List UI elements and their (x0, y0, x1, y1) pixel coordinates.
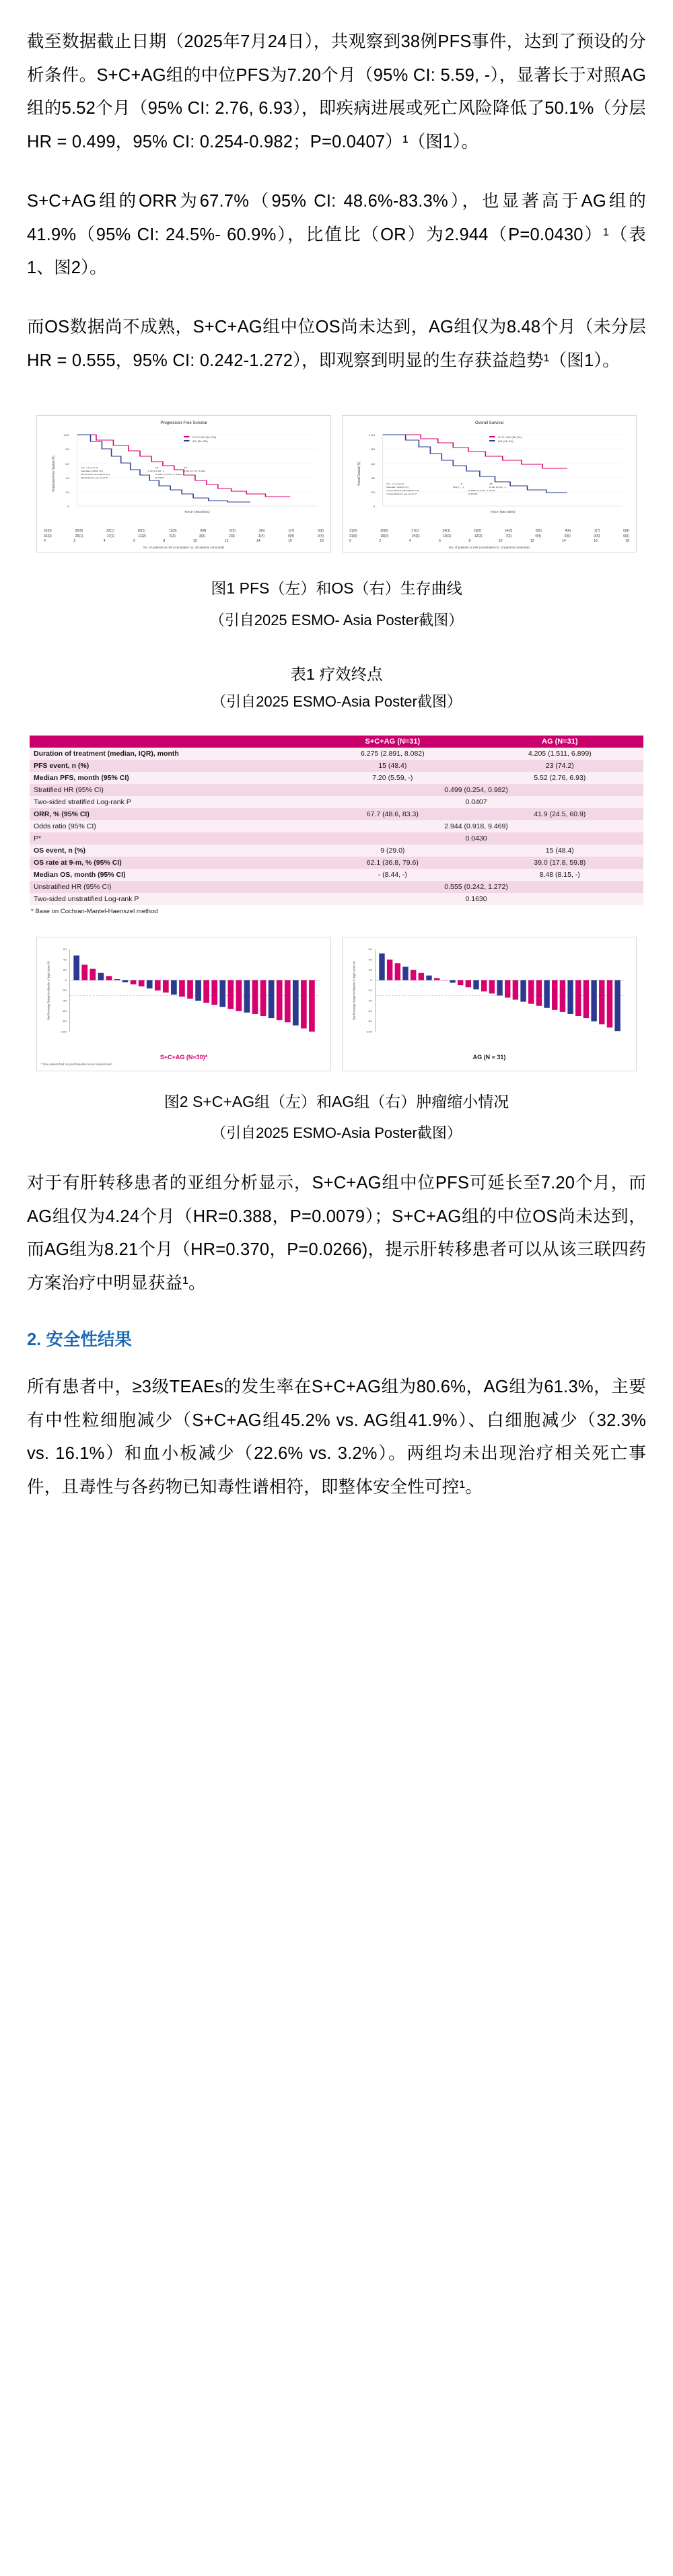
table-cell-label: P* (30, 832, 309, 845)
table-cell-label: Two-sided unstratified Log-rank P (30, 893, 309, 905)
table-row (30, 893, 643, 905)
table-row (30, 784, 643, 796)
table-cell-value-2: 15 (48.4) (476, 845, 643, 857)
figure-2-source: （引自2025 ESMO-Asia Poster截图） (211, 1124, 462, 1142)
waterfall-bar (528, 980, 534, 1003)
svg-text:Best Percentage Change from Ba: Best Percentage Change from Baseline in Target Lesions (%) (46, 960, 50, 1020)
km-pfs-xaxis: 0 2 4 6 8 10 12 14 16 18 (44, 539, 324, 544)
table-cell-label: Median OS, month (95% CI) (30, 869, 309, 881)
waterfall-bar (219, 980, 225, 1007)
svg-text:100: 100 (369, 435, 376, 438)
waterfall-bar (466, 980, 471, 987)
svg-text:8.48 (8.15, -): 8.48 (8.15, -) (489, 487, 507, 489)
waterfall-bar (387, 960, 392, 980)
waterfall-bar (285, 980, 291, 1022)
svg-text:S+C+AG (N=31): S+C+AG (N=31) (497, 436, 522, 439)
paragraph-liver-subgroup: 对于有肝转移患者的亚组分析显示，S+C+AG组中位PFS可延长至7.20个月，而AG组仅为4.24个月（HR=0.388，P=0.0079）；S+C+AG组的中位OS尚未达到，而AG组为8.21个月（HR=0.370，P=0.0266)，提示肝转移患者可以从该三联四药方案治疗中明显获益¹。 (27, 1174, 646, 1293)
table-cell-value-2: 41.9 (24.5, 60.9) (476, 808, 643, 820)
waterfall-bar (114, 979, 120, 980)
waterfall-bar (106, 976, 112, 980)
table-row (30, 845, 643, 857)
waterfall-left-label: S+C+AG (N=30)* (160, 1053, 208, 1061)
table-row (30, 820, 643, 832)
table-cell-label: Odds ratio (95% CI) (30, 820, 309, 832)
waterfall-bar (203, 980, 209, 1003)
svg-text:40: 40 (371, 478, 376, 481)
svg-text:15: 15 (155, 467, 159, 470)
table-cell-span: 0.0407 (309, 796, 643, 808)
waterfall-bar (293, 980, 299, 1025)
svg-text:60: 60 (371, 464, 376, 467)
waterfall-bar (513, 980, 518, 999)
table-1-head (30, 736, 643, 748)
svg-text:-80: -80 (367, 1019, 373, 1023)
table-cell-value-1: 6.275 (2.891, 8.082) (309, 748, 476, 760)
svg-text:0.499 (0.254, 0.982): 0.499 (0.254, 0.982) (155, 474, 182, 476)
svg-text:40: 40 (65, 478, 70, 481)
table-cell-label: OS rate at 9-m, % (95% CI) (30, 857, 309, 869)
table-cell-label: PFS event, n (%) (30, 760, 309, 772)
waterfall-bar (575, 980, 581, 1016)
svg-text:-80: -80 (61, 1019, 67, 1023)
waterfall-bar (379, 953, 384, 980)
svg-text:40: 40 (63, 958, 67, 961)
waterfall-bar (98, 973, 104, 980)
waterfall-bar (583, 980, 589, 1018)
table-row (30, 772, 643, 784)
waterfall-bar (179, 980, 185, 996)
waterfall-bar (426, 975, 431, 980)
table-cell-label: Two-sided stratified Log-rank P (30, 796, 309, 808)
waterfall-bar (236, 980, 242, 1011)
km-pfs-risk-row-pink: 31(0) 28(0) 22(1) 18(1) 13(3) 9(4) 6(5) 3(6) 1(7) 0(8) (44, 529, 324, 534)
waterfall-bar (309, 980, 315, 1031)
waterfall-bar (505, 980, 510, 997)
waterfall-bar (544, 980, 549, 1007)
waterfall-bar (260, 980, 267, 1016)
svg-text:60: 60 (63, 947, 67, 951)
waterfall-chart-ag (347, 941, 632, 1052)
table-cell-value-1: 15 (48.4) (309, 760, 476, 772)
svg-text:Time (Months): Time (Months) (184, 511, 210, 515)
waterfall-bar (434, 978, 439, 980)
table-col-2: AG (N=31) (476, 736, 643, 748)
table-row (30, 869, 643, 881)
km-panel-pfs (36, 415, 331, 552)
waterfall-bar (473, 980, 479, 989)
km-pfs-chart (41, 427, 326, 528)
km-pfs-risk-row-navy: 31(0) 25(1) 17(1) 11(2) 6(2) 3(3) 2(3) 1(4) 0(4) 0(4) (44, 534, 324, 538)
svg-text:Stratified Log-rank P: Stratified Log-rank P (81, 477, 108, 480)
km-pfs-title: Progression-Free Survival (160, 421, 207, 426)
km-pfs-footnote: No. of patients at risk (cumulative no. of patients censored) (143, 545, 224, 549)
svg-text:0: 0 (373, 506, 376, 509)
figure-2 (27, 922, 646, 1147)
svg-text:5.52 (2.76, 6.93): 5.52 (2.76, 6.93) (184, 470, 206, 473)
svg-text:-100: -100 (59, 1030, 67, 1033)
table-1-body (30, 748, 643, 905)
waterfall-bar (419, 973, 424, 980)
waterfall-bar (607, 980, 612, 1027)
figure-2-caption: 图2 S+C+AG组（左）和AG组（右）肿瘤缩小情况 (164, 1092, 509, 1110)
waterfall-bar (252, 980, 258, 1013)
figure-1-caption: 图1 PFS（左）和OS（右）生存曲线 (211, 579, 462, 597)
table-cell-value-1: - (8.44, -) (309, 869, 476, 881)
waterfall-bar (195, 980, 201, 1001)
table-cell-value-1: 9 (29.0) (309, 845, 476, 857)
table-row (30, 796, 643, 808)
waterfall-bar (277, 980, 283, 1020)
km-os-xaxis: 0 2 4 6 8 10 12 14 16 18 (349, 539, 629, 544)
waterfall-bar (227, 980, 234, 1009)
table-1-source: （引自2025 ESMO-Asia Poster截图） (211, 693, 462, 711)
waterfall-bar (450, 980, 455, 982)
km-panel-os (342, 415, 637, 552)
table-cell-label: Median PFS, month (95% CI) (30, 772, 309, 784)
table-cell-value-2: 39.0 (17.8, 59.8) (476, 857, 643, 869)
svg-text:-20: -20 (61, 989, 67, 992)
svg-text:Overall Survival (%): Overall Survival (%) (357, 462, 362, 487)
table-cell-value-2: 5.52 (2.76, 6.93) (476, 772, 643, 784)
svg-text:Median (95% CI): Median (95% CI) (386, 487, 409, 489)
waterfall-bar (411, 970, 416, 980)
waterfall-bar (171, 980, 177, 994)
svg-text:80: 80 (371, 449, 376, 452)
table-row (30, 881, 643, 893)
waterfall-bar (560, 980, 565, 1011)
svg-text:40: 40 (368, 958, 373, 961)
km-os-risk-table (347, 529, 632, 544)
waterfall-bar (458, 980, 463, 985)
svg-text:0.555 (0.242, 1.272): 0.555 (0.242, 1.272) (468, 490, 495, 493)
km-os-chart (347, 427, 632, 528)
svg-text:Median (95% CI): Median (95% CI) (81, 470, 104, 473)
waterfall-bar (73, 956, 79, 980)
svg-text:60: 60 (368, 947, 373, 951)
table-cell-label: Stratified HR (95% CI) (30, 784, 309, 796)
waterfall-bar (211, 980, 217, 1005)
km-curves-container (27, 403, 646, 565)
svg-text:20: 20 (368, 968, 373, 972)
waterfall-bar (591, 980, 596, 1021)
table-cell-label: ORR, % (95% CI) (30, 808, 309, 820)
paragraph-safety: 所有患者中，≥3级TEAEs的发生率在S+C+AG组为80.6%，AG组为61.3%，主要有中性粒细胞减少（S+C+AG组45.2% vs. AG组41.9%）、白细胞减少（32.3% vs. 16.1%）和血小板减少（22.6% vs. 3.2%）。两组均未出现治疗相关死亡事件，且毒性与各药物已知毒性谱相符，即整体安全性可控¹。 (27, 1377, 646, 1497)
table-1-title: 表1 疗效终点 (290, 666, 383, 684)
waterfall-container (27, 922, 646, 1078)
waterfall-bar (163, 980, 169, 992)
waterfall-bar (552, 980, 557, 1009)
waterfall-bar (269, 980, 275, 1018)
table-row (30, 748, 643, 760)
table-cell-value-1: 67.7 (48.6, 83.3) (309, 808, 476, 820)
table-cell-label: OS event, n (%) (30, 845, 309, 857)
svg-text:80: 80 (65, 449, 70, 452)
waterfall-bar (301, 980, 307, 1028)
svg-text:0.0407: 0.0407 (155, 477, 164, 480)
svg-text:Unstratified Log-rank P: Unstratified Log-rank P (386, 493, 417, 496)
waterfall-left-footnote: * One patient had no post-baseline tumor assessment. (41, 1062, 112, 1066)
svg-text:AG (N=31): AG (N=31) (497, 440, 513, 443)
paragraph-orr: S+C+AG组的ORR为67.7%（95% CI: 48.6%-83.3%），也显著高于AG组的41.9%（95% CI: 24.5%- 60.9%），比值比（OR）为2.944（P=0.0430）¹（表1、图2）。 (27, 191, 646, 278)
table-cell-label: Unstratified HR (95% CI) (30, 881, 309, 893)
section-heading-safety: 2. 安全性结果 (27, 1330, 132, 1349)
waterfall-bar (187, 980, 193, 999)
svg-text:60: 60 (65, 464, 70, 467)
waterfall-bar (497, 980, 502, 995)
svg-text:0.1630: 0.1630 (468, 493, 478, 496)
waterfall-bar (520, 980, 526, 1001)
waterfall-bar (122, 980, 129, 982)
svg-text:No. of events: No. of events (386, 483, 404, 486)
svg-text:-60: -60 (61, 1009, 67, 1013)
table-1-note: * Base on Cochran-Mantel-Haenszel method (31, 907, 158, 915)
table-cell-span: 0.555 (0.242, 1.272) (309, 881, 643, 893)
table-cell-label: Duration of treatment (median, IQR), month (30, 748, 309, 760)
svg-text:15: 15 (489, 483, 493, 486)
svg-text:100: 100 (63, 435, 70, 438)
waterfall-bar (81, 964, 87, 980)
figure-1 (27, 403, 646, 633)
svg-text:NR (-, -): NR (-, -) (453, 487, 464, 489)
svg-text:Stratified HR (95% CI): Stratified HR (95% CI) (81, 474, 110, 476)
table-col-0 (30, 736, 309, 748)
efficacy-endpoints-table (30, 736, 643, 905)
table-cell-value-2: 4.205 (1.511, 6.899) (476, 748, 643, 760)
svg-text:0: 0 (370, 978, 373, 982)
table-col-1: S+C+AG (N=31) (309, 736, 476, 748)
waterfall-right-label: AG (N = 31) (472, 1053, 506, 1061)
svg-text:Progression-Free Survival (%): Progression-Free Survival (%) (52, 456, 57, 493)
waterfall-bar (395, 963, 400, 980)
table-cell-span: 0.1630 (309, 893, 643, 905)
table-cell-value-1: 7.20 (5.59, -) (309, 772, 476, 784)
waterfall-panel-scag (36, 937, 331, 1071)
svg-text:-60: -60 (367, 1009, 373, 1013)
svg-text:9: 9 (460, 483, 463, 486)
table-row (30, 857, 643, 869)
table-row (30, 832, 643, 845)
paragraph-os: 而OS数据尚不成熟，S+C+AG组中位OS尚未达到，AG组仅为8.48个月（未分层HR = 0.555，95% CI: 0.242-1.272），即观察到明显的生存获益趋势¹（图1）。 (27, 318, 646, 370)
waterfall-bar (402, 966, 408, 980)
svg-text:20: 20 (371, 492, 376, 495)
waterfall-bar (536, 980, 542, 1005)
svg-text:20: 20 (65, 492, 70, 495)
svg-text:20: 20 (63, 968, 67, 972)
svg-text:0: 0 (67, 506, 70, 509)
svg-text:Unstratified HR (95% CI): Unstratified HR (95% CI) (386, 490, 419, 493)
table-cell-value-2: 8.48 (8.15, -) (476, 869, 643, 881)
waterfall-panel-ag (342, 937, 637, 1071)
svg-text:AG (N=31): AG (N=31) (192, 440, 208, 443)
waterfall-bar (244, 980, 250, 1012)
table-row (30, 760, 643, 772)
km-os-title: Overall Survival (474, 421, 503, 426)
km-pfs-risk-table (41, 529, 326, 544)
table-cell-span: 0.0430 (309, 832, 643, 845)
waterfall-bar (147, 980, 153, 988)
table-cell-span: 0.499 (0.254, 0.982) (309, 784, 643, 796)
waterfall-bar (599, 980, 604, 1024)
svg-text:-100: -100 (365, 1030, 373, 1033)
km-os-footnote: No. of patients at risk (cumulative no. of patients censored) (449, 545, 530, 549)
waterfall-chart-scag (41, 941, 326, 1052)
waterfall-bar (489, 980, 495, 993)
figure-1-source: （引自2025 ESMO- Asia Poster截图） (209, 611, 464, 629)
waterfall-bar (131, 980, 137, 984)
svg-text:-40: -40 (61, 999, 67, 1003)
waterfall-bar (567, 980, 573, 1013)
table-1-frame (27, 736, 646, 915)
table-header-row (30, 736, 643, 748)
table-cell-value-1: 62.1 (36.8, 79.6) (309, 857, 476, 869)
svg-text:-20: -20 (367, 989, 373, 992)
svg-text:Time (Months): Time (Months) (489, 511, 516, 515)
svg-text:S+C+AG (N=31): S+C+AG (N=31) (192, 436, 217, 439)
table-cell-value-2: 23 (74.2) (476, 760, 643, 772)
km-os-risk-row-pink: 31(0) 30(0) 27(1) 24(1) 19(2) 14(3) 8(5) 4(6) 1(7) 0(8) (349, 529, 629, 534)
table-row (30, 808, 643, 820)
waterfall-bar (614, 980, 620, 1031)
km-os-risk-row-navy: 31(0) 28(0) 24(1) 18(1) 12(2) 7(3) 4(4) 2(5) 0(6) 0(6) (349, 534, 629, 538)
svg-text:-40: -40 (367, 999, 373, 1003)
waterfall-bar (139, 980, 145, 986)
svg-text:0: 0 (65, 978, 67, 982)
table-cell-span: 2.944 (0.918, 9.469) (309, 820, 643, 832)
paragraph-pfs: 截至数据截止日期（2025年7月24日），共观察到38例PFS事件，达到了预设的分析条件。S+C+AG组的中位PFS为7.20个月（95% CI: 5.59, -），显著长于对照AG组的5.52个月（95% CI: 2.76, 6.93），即疾病进展或死亡风险降低了50.1%（分层HR = 0.499，95% CI: 0.254-0.982；P=0.0407）¹（图1）。 (27, 32, 646, 152)
table-1-block (27, 661, 646, 915)
svg-text:Best Percentage Change from Ba: Best Percentage Change from Baseline in Target Lesions (%) (352, 960, 356, 1020)
waterfall-bar (481, 980, 487, 991)
svg-text:23: 23 (184, 467, 187, 470)
svg-text:No. of events: No. of events (81, 467, 99, 470)
svg-text:7.20 (5.59, -): 7.20 (5.59, -) (147, 470, 165, 473)
waterfall-bar (90, 968, 96, 980)
waterfall-bar (155, 980, 161, 990)
